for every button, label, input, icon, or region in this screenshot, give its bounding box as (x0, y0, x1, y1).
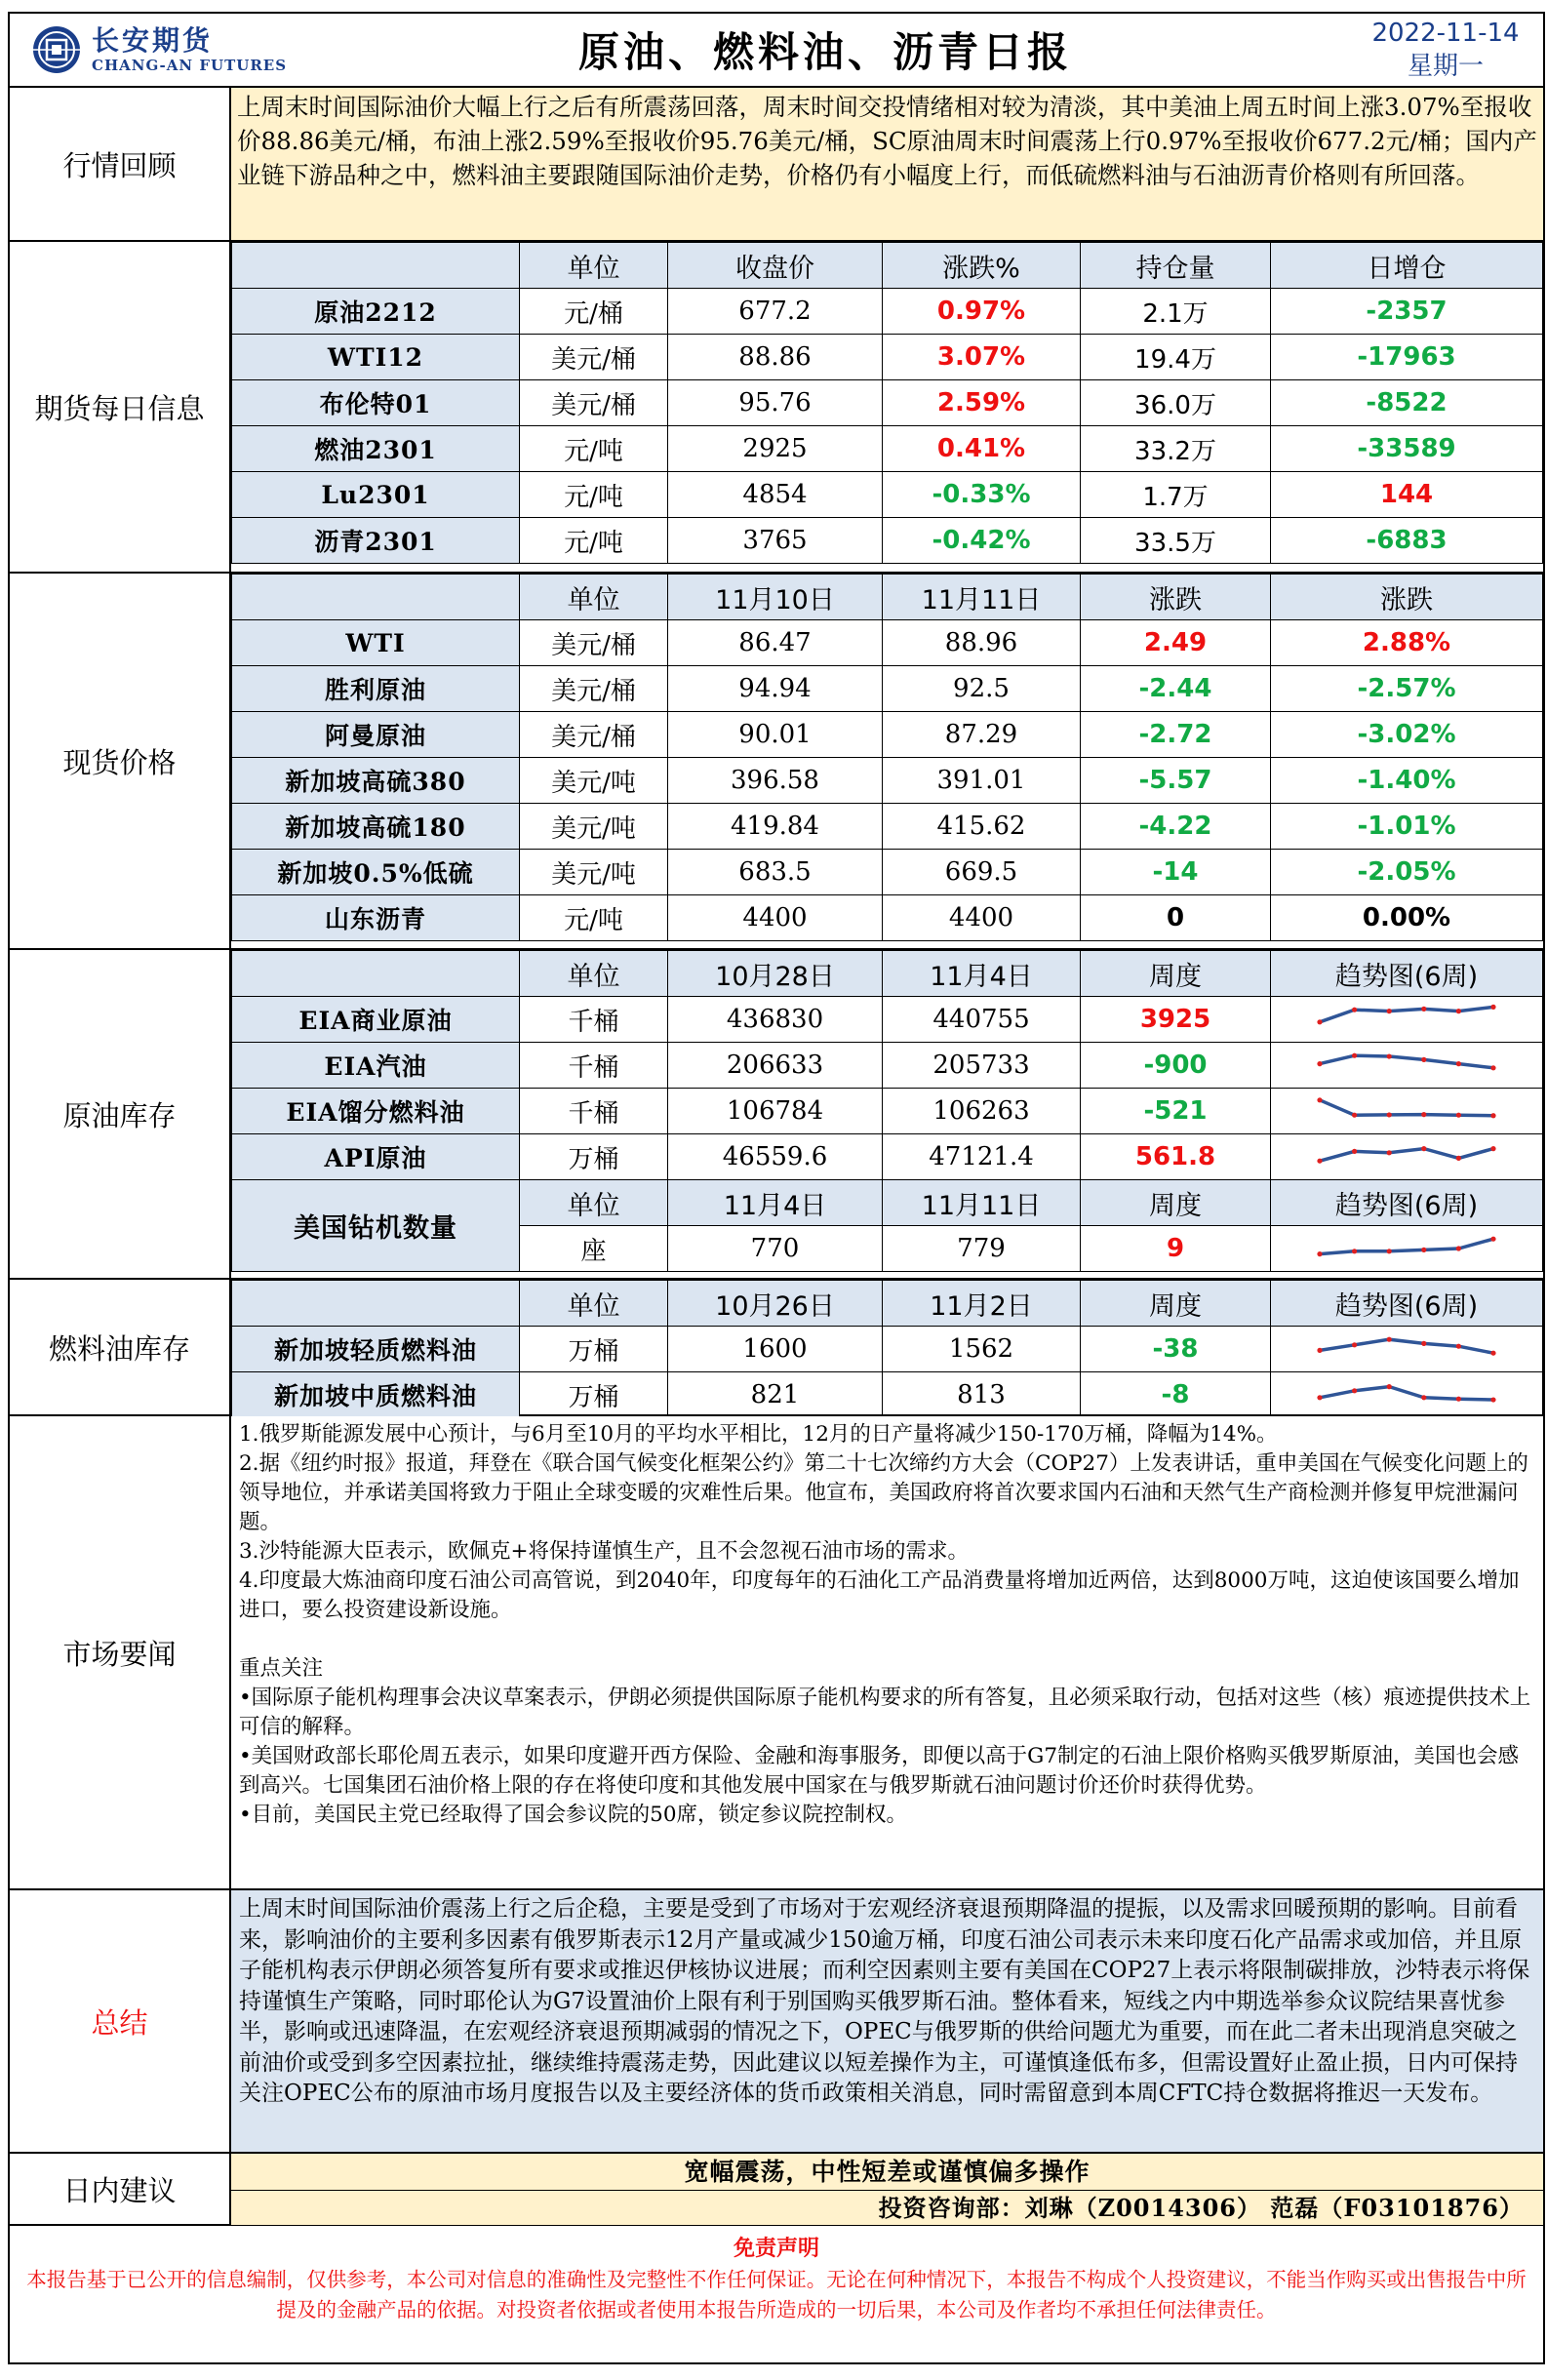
summary-section (8, 1890, 1545, 2154)
price-day2-cell: 669.5 (883, 850, 1081, 895)
trend-point (1456, 1156, 1461, 1161)
trend-point (1317, 1159, 1322, 1164)
fuel-inventory-table (231, 1280, 1543, 1418)
product-name: 胜利原油 (232, 666, 520, 712)
weekly-change-cell: 9 (1081, 1226, 1271, 1272)
trend-sparkline (1314, 1232, 1499, 1265)
section-label: 期货每日信息 (10, 242, 231, 572)
trend-line (1320, 1055, 1493, 1068)
value-week1-cell: 436830 (668, 997, 883, 1043)
table-row (232, 1043, 1543, 1089)
value-week1-cell: 821 (668, 1372, 883, 1418)
trend-point (1456, 1009, 1461, 1013)
table-row (232, 1089, 1543, 1134)
section-label: 日内建议 (10, 2154, 231, 2224)
trend-point (1387, 1009, 1392, 1013)
news-item: 3.沙特能源大臣表示，欧佩克+将保持谨慎生产，且不会忽视石油市场的需求。 (239, 1539, 970, 1564)
instrument-name: 燃油2301 (232, 426, 520, 472)
column-header: 11月4日 (883, 951, 1081, 997)
trend-sparkline (1314, 1003, 1499, 1036)
disclaimer-text: 本报告基于已公开的信息编制，仅供参考，本公司对信息的准确性及完整性不作任何保证。无论在何种情况下，本报告不构成个人投资建议，不能当作购买或出售报告中所提及的金融产品的依据。对投资者依据或者使用本报告所造成的一切后果，本公司及作者均不承担任何法律责任。 (26, 2268, 1527, 2321)
company-logo (10, 14, 302, 86)
change-pct-cell: 3.07% (883, 335, 1081, 380)
trend-line (1320, 1339, 1493, 1353)
change-cell: -5.57 (1081, 758, 1271, 804)
table-row (232, 712, 1543, 758)
value-week2-cell: 1562 (883, 1327, 1081, 1372)
unit-cell: 座 (520, 1226, 668, 1272)
value-week2-cell: 440755 (883, 997, 1081, 1043)
table-row (232, 289, 1543, 335)
trend-point (1317, 1019, 1322, 1024)
unit-cell: 万桶 (520, 1327, 668, 1372)
trend-point (1421, 1341, 1426, 1346)
section-label: 总结 (10, 1890, 231, 2152)
column-header: 日增仓 (1271, 243, 1543, 289)
news-item: 1.俄罗斯能源发展中心预计，与6月至10月的平均水平相比，12月的日产量将减少150-170万桶，降幅为14%。 (239, 1422, 1278, 1447)
trend-chart-cell (1271, 1089, 1543, 1134)
instrument-name: 布伦特01 (232, 380, 520, 426)
trend-point (1421, 1007, 1426, 1012)
focus-item: •美国财政部长耶伦周五表示，如果印度避开西方保险、金融和海事服务，即便以高于G7制定的石油上限价格购买俄罗斯原油，美国也会感到高兴。七国集团石油价格上限的存在将使印度和其他发展中国家在与俄罗斯就石油问题讨价还价时获得优势。 (239, 1744, 1520, 1798)
change-cell: -14 (1081, 850, 1271, 895)
trend-point (1421, 1248, 1426, 1252)
trend-point (1352, 1053, 1357, 1058)
trend-point (1490, 1146, 1495, 1151)
column-header: 11月11日 (883, 575, 1081, 620)
table-row (232, 1134, 1543, 1180)
weekly-change-cell: 561.8 (1081, 1134, 1271, 1180)
trend-chart-cell (1271, 1043, 1543, 1089)
instrument-name: 原油2212 (232, 289, 520, 335)
trend-point (1456, 1061, 1461, 1066)
unit-cell: 元/桶 (520, 289, 668, 335)
trend-point (1317, 1395, 1322, 1400)
trend-point (1352, 1249, 1357, 1253)
value-week2-cell: 779 (883, 1226, 1081, 1272)
change-pct-cell: -0.33% (883, 472, 1081, 518)
report-weekday: 星期一 (1407, 52, 1484, 81)
table-row (232, 666, 1543, 712)
market-news-section (8, 1416, 1545, 1890)
price-day1-cell: 396.58 (668, 758, 883, 804)
intraday-advice-section (8, 2154, 1545, 2226)
trend-point (1421, 1057, 1426, 1062)
trend-point (1490, 1397, 1495, 1402)
open-interest-cell: 36.0万 (1081, 380, 1271, 426)
page-title: 原油、燃料油、沥青日报 (577, 28, 1072, 76)
open-interest-cell: 19.4万 (1081, 335, 1271, 380)
price-day2-cell: 92.5 (883, 666, 1081, 712)
price-day1-cell: 683.5 (668, 850, 883, 895)
trend-chart-cell (1271, 997, 1543, 1043)
unit-cell: 千桶 (520, 1089, 668, 1134)
trend-point (1387, 1053, 1392, 1058)
trend-chart-cell (1271, 1327, 1543, 1372)
column-header: 趋势图(6周) (1271, 1281, 1543, 1327)
trend-point (1352, 1008, 1357, 1012)
close-price-cell: 88.86 (668, 335, 883, 380)
change-pct-cell: 2.88% (1271, 620, 1543, 666)
section-label: 原油库存 (10, 950, 231, 1278)
table-header-row (232, 1281, 1543, 1327)
trend-point (1317, 1348, 1322, 1353)
value-week2-cell: 106263 (883, 1089, 1081, 1134)
section-label: 燃料油库存 (10, 1280, 231, 1414)
crude-inventory-section (8, 950, 1545, 1280)
trend-point (1387, 1249, 1392, 1253)
close-price-cell: 2925 (668, 426, 883, 472)
report-date: 2022-11-14 (1371, 19, 1520, 48)
column-header (232, 1281, 520, 1327)
trend-line (1320, 1149, 1493, 1162)
table-row (232, 335, 1543, 380)
value-week1-cell: 46559.6 (668, 1134, 883, 1180)
instrument-name: WTI12 (232, 335, 520, 380)
product-name: 阿曼原油 (232, 712, 520, 758)
weekly-change-cell: -900 (1081, 1043, 1271, 1089)
disclaimer-title: 免责声明 (733, 2236, 819, 2261)
unit-cell: 美元/吨 (520, 850, 668, 895)
price-day2-cell: 415.62 (883, 804, 1081, 850)
summary-text: 上周末时间国际油价震荡上行之后企稳，主要是受到了市场对于宏观经济衰退预期降温的提振，以及需求回暖预期的影响。目前看来，影响油价的主要利多因素有俄罗斯表示12月产量或减少150逾万桶，印度石油公司表示未来印度石化产品需求或加倍，并且原子能机构表示伊朗必须答复所有要求或推迟伊核协议进展；而利空因素则主要有美国在COP27上表示将限制碳排放，沙特表示将保持谨慎生产策略，同时耶伦认为G7设置油价上限有利于别国购买俄罗斯石油。整体看来，短线之内中期选举参众议院结果喜忧参半，影响或迅速降温，在宏观经济衰退预期减弱的情况之下，OPEC与俄罗斯的供给问题尤为重要，而在此二者未出现消息突破之前油价或受到多空因素拉扯，继续维持震荡走势，因此建议以短差操作为主，可谨慎逢低布多，但需设置好止盈止损，日内可保持关注OPEC公布的原油市场月度报告以及主要经济体的货币政策相关消息，同时需留意到本周CFTC持仓数据将推迟一天发布。 (231, 1890, 1543, 2152)
value-week1-cell: 1600 (668, 1327, 883, 1372)
trend-sparkline (1314, 1140, 1499, 1173)
logo-en: CHANG-AN FUTURES (92, 57, 288, 74)
weekly-change-cell: -8 (1081, 1372, 1271, 1418)
open-interest-cell: 2.1万 (1081, 289, 1271, 335)
unit-cell: 美元/桶 (520, 380, 668, 426)
trend-sparkline (1314, 1378, 1499, 1411)
trend-chart-cell (1271, 1134, 1543, 1180)
price-day1-cell: 4400 (668, 895, 883, 941)
trend-point (1456, 1397, 1461, 1402)
trend-point (1421, 1146, 1426, 1151)
table-header-row (232, 575, 1543, 620)
price-day1-cell: 419.84 (668, 804, 883, 850)
value-week2-cell: 205733 (883, 1043, 1081, 1089)
change-pct-cell: -2.57% (1271, 666, 1543, 712)
column-header: 涨跌% (883, 243, 1081, 289)
column-header: 11月4日 (668, 1180, 883, 1226)
advisors-text: 投资咨询部：刘琳（Z0014306） 范磊（F03101876） (231, 2191, 1543, 2225)
change-pct-cell: -1.40% (1271, 758, 1543, 804)
report-header (8, 12, 1545, 88)
trend-point (1352, 1388, 1357, 1393)
trend-point (1456, 1344, 1461, 1349)
product-name: 山东沥青 (232, 895, 520, 941)
price-day2-cell: 391.01 (883, 758, 1081, 804)
unit-cell: 美元/吨 (520, 804, 668, 850)
instrument-name: Lu2301 (232, 472, 520, 518)
daily-oi-change-cell: -17963 (1271, 335, 1543, 380)
product-name: 新加坡高硫180 (232, 804, 520, 850)
unit-cell: 千桶 (520, 1043, 668, 1089)
trend-point (1352, 1342, 1357, 1347)
column-header: 持仓量 (1081, 243, 1271, 289)
change-pct-cell: -2.05% (1271, 850, 1543, 895)
product-name: WTI (232, 620, 520, 666)
weekly-change-cell: -521 (1081, 1089, 1271, 1134)
chang-an-logo-icon (31, 24, 82, 75)
unit-cell: 美元/桶 (520, 335, 668, 380)
inventory-name: 新加坡轻质燃料油 (232, 1327, 520, 1372)
unit-cell: 美元/桶 (520, 666, 668, 712)
unit-cell: 元/吨 (520, 518, 668, 564)
focus-item: •国际原子能机构理事会决议草案表示，伊朗必须提供国际原子能机构要求的所有答复，且必须采取行动，包括对这些（核）痕迹提供技术上可信的解释。 (239, 1686, 1531, 1739)
change-pct-cell: 0.41% (883, 426, 1081, 472)
trend-point (1387, 1150, 1392, 1155)
crude-inventory-table (231, 950, 1543, 1272)
table-row (232, 426, 1543, 472)
column-header: 单位 (520, 1180, 668, 1226)
table-row (232, 758, 1543, 804)
daily-oi-change-cell: -33589 (1271, 426, 1543, 472)
table-row (232, 518, 1543, 564)
change-pct-cell: -3.02% (1271, 712, 1543, 758)
inventory-name: 新加坡中质燃料油 (232, 1372, 520, 1418)
trend-line (1320, 1239, 1493, 1253)
column-header: 趋势图(6周) (1271, 1180, 1543, 1226)
table-row (232, 380, 1543, 426)
daily-oi-change-cell: -8522 (1271, 380, 1543, 426)
daily-oi-change-cell: -6883 (1271, 518, 1543, 564)
close-price-cell: 3765 (668, 518, 883, 564)
open-interest-cell: 33.2万 (1081, 426, 1271, 472)
unit-cell: 元/吨 (520, 472, 668, 518)
table-row (232, 804, 1543, 850)
section-label: 市场要闻 (10, 1416, 231, 1888)
unit-cell: 美元/吨 (520, 758, 668, 804)
weekly-change-cell: 3925 (1081, 997, 1271, 1043)
column-header: 11月10日 (668, 575, 883, 620)
instrument-name: 沥青2301 (232, 518, 520, 564)
inventory-name: EIA馏分燃料油 (232, 1089, 520, 1134)
column-header: 单位 (520, 243, 668, 289)
change-pct-cell: -1.01% (1271, 804, 1543, 850)
table-row (232, 472, 1543, 518)
price-day1-cell: 94.94 (668, 666, 883, 712)
table-header-row (232, 243, 1543, 289)
close-price-cell: 95.76 (668, 380, 883, 426)
trend-line (1320, 1387, 1493, 1400)
change-cell: -2.44 (1081, 666, 1271, 712)
trend-point (1490, 1351, 1495, 1356)
market-review-text: 上周末时间国际油价大幅上行之后有所震荡回落，周末时间交投情绪相对较为清淡，其中美油上周五时间上涨3.07%至报收价88.86美元/桶，布油上涨2.59%至报收价95.76美元/桶，SC原油周末时间震荡上行0.97%至报收价677.2元/桶；国内产业链下游品种之中，燃料油主要跟随国际油价走势，价格仍有小幅度上行，而低硫燃料油与石油沥青价格则有所回落。 (231, 88, 1543, 240)
column-header: 10月28日 (668, 951, 883, 997)
futures-table (231, 242, 1543, 564)
column-header: 周度 (1081, 1281, 1271, 1327)
unit-cell: 千桶 (520, 997, 668, 1043)
product-name: 新加坡高硫380 (232, 758, 520, 804)
trend-point (1490, 1065, 1495, 1070)
advice-text: 宽幅震荡，中性短差或谨慎偏多操作 (231, 2154, 1543, 2191)
unit-cell: 万桶 (520, 1372, 668, 1418)
column-header (232, 243, 520, 289)
trend-chart-cell (1271, 1372, 1543, 1418)
column-header: 10月26日 (668, 1281, 883, 1327)
inventory-name: EIA商业原油 (232, 997, 520, 1043)
table-row (232, 1372, 1543, 1418)
unit-cell: 万桶 (520, 1134, 668, 1180)
trend-line (1320, 1100, 1493, 1116)
open-interest-cell: 33.5万 (1081, 518, 1271, 564)
trend-point (1387, 1337, 1392, 1342)
market-review-section (8, 88, 1545, 242)
price-day2-cell: 4400 (883, 895, 1081, 941)
trend-point (1456, 1246, 1461, 1250)
column-header (232, 575, 520, 620)
trend-point (1352, 1149, 1357, 1154)
spot-table (231, 574, 1543, 941)
table-row (232, 895, 1543, 941)
value-week1-cell: 206633 (668, 1043, 883, 1089)
column-header: 11月2日 (883, 1281, 1081, 1327)
price-day2-cell: 88.96 (883, 620, 1081, 666)
product-name: 新加坡0.5%低硫 (232, 850, 520, 895)
disclaimer-section (8, 2226, 1545, 2364)
value-week1-cell: 770 (668, 1226, 883, 1272)
column-header: 收盘价 (668, 243, 883, 289)
trend-sparkline (1314, 1332, 1499, 1366)
market-news-body (231, 1416, 1543, 1888)
change-cell: -4.22 (1081, 804, 1271, 850)
close-price-cell: 4854 (668, 472, 883, 518)
trend-point (1490, 1005, 1495, 1010)
value-week2-cell: 47121.4 (883, 1134, 1081, 1180)
report-date-block (1348, 17, 1543, 83)
column-header: 单位 (520, 1281, 668, 1327)
column-header: 涨跌 (1081, 575, 1271, 620)
section-label: 行情回顾 (10, 88, 231, 240)
spot-price-section (8, 574, 1545, 950)
logo-cn: 长安期货 (92, 24, 214, 57)
open-interest-cell: 1.7万 (1081, 472, 1271, 518)
focus-title: 重点关注 (239, 1656, 324, 1681)
column-header: 单位 (520, 951, 668, 997)
table-header-row (232, 951, 1543, 997)
trend-point (1317, 1097, 1322, 1102)
trend-point (1456, 1113, 1461, 1118)
trend-point (1352, 1113, 1357, 1118)
rig-count-name: 美国钻机数量 (232, 1180, 520, 1272)
rig-header-row (232, 1180, 1543, 1226)
futures-section (8, 242, 1545, 574)
trend-point (1421, 1112, 1426, 1117)
trend-point (1421, 1395, 1426, 1400)
price-day1-cell: 90.01 (668, 712, 883, 758)
trend-chart-cell (1271, 1226, 1543, 1272)
unit-cell: 元/吨 (520, 426, 668, 472)
change-pct-cell: 0.00% (1271, 895, 1543, 941)
price-day1-cell: 86.47 (668, 620, 883, 666)
trend-sparkline (1314, 1049, 1499, 1082)
change-cell: -2.72 (1081, 712, 1271, 758)
column-header: 周度 (1081, 1180, 1271, 1226)
column-header: 趋势图(6周) (1271, 951, 1543, 997)
unit-cell: 美元/桶 (520, 620, 668, 666)
close-price-cell: 677.2 (668, 289, 883, 335)
weekly-change-cell: -38 (1081, 1327, 1271, 1372)
daily-oi-change-cell: -2357 (1271, 289, 1543, 335)
change-pct-cell: 0.97% (883, 289, 1081, 335)
column-header: 周度 (1081, 951, 1271, 997)
news-item: 2.据《纽约时报》报道，拜登在《联合国气候变化框架公约》第二十七次缔约方大会（COP27）上发表讲话，重申美国在气候变化问题上的领导地位，并承诺美国将致力于阻止全球变暖的灾难性后果。他宣布，美国政府将首次要求国内石油和天然气生产商检测并修复甲烷泄漏问题。 (239, 1451, 1528, 1534)
trend-point (1490, 1113, 1495, 1118)
change-pct-cell: -0.42% (883, 518, 1081, 564)
trend-point (1387, 1112, 1392, 1117)
value-week2-cell: 813 (883, 1372, 1081, 1418)
price-day2-cell: 87.29 (883, 712, 1081, 758)
table-row (232, 850, 1543, 895)
trend-line (1320, 1007, 1493, 1021)
value-week1-cell: 106784 (668, 1089, 883, 1134)
unit-cell: 元/吨 (520, 895, 668, 941)
change-pct-cell: 2.59% (883, 380, 1081, 426)
fuel-inventory-section (8, 1280, 1545, 1416)
unit-cell: 美元/桶 (520, 712, 668, 758)
table-row (232, 620, 1543, 666)
column-header: 涨跌 (1271, 575, 1543, 620)
inventory-name: EIA汽油 (232, 1043, 520, 1089)
trend-point (1490, 1237, 1495, 1242)
column-header: 单位 (520, 575, 668, 620)
focus-item: •目前，美国民主党已经取得了国会参议院的50席，锁定参议院控制权。 (239, 1803, 908, 1827)
news-item: 4.印度最大炼油商印度石油公司高管说，到2040年，印度每年的石油化工产品消费量将增加近两倍，达到8000万吨，这迫使该国要么增加进口，要么投资建设新设施。 (239, 1568, 1520, 1622)
column-header (232, 951, 520, 997)
trend-sparkline (1314, 1094, 1499, 1128)
column-header: 11月11日 (883, 1180, 1081, 1226)
inventory-name: API原油 (232, 1134, 520, 1180)
trend-point (1317, 1061, 1322, 1066)
change-cell: 2.49 (1081, 620, 1271, 666)
section-label: 现货价格 (10, 574, 231, 948)
trend-point (1387, 1384, 1392, 1389)
table-row (232, 1327, 1543, 1372)
daily-oi-change-cell: 144 (1271, 472, 1543, 518)
table-row (232, 997, 1543, 1043)
change-cell: 0 (1081, 895, 1271, 941)
trend-point (1317, 1251, 1322, 1256)
